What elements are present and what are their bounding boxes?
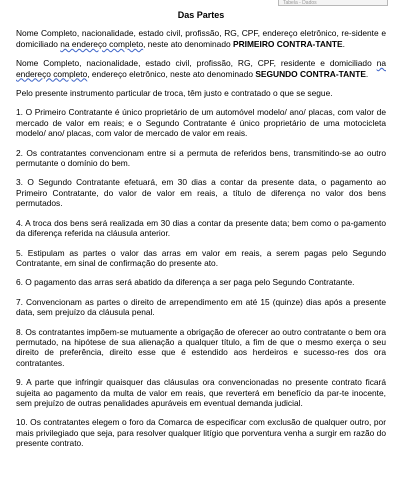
clause-10: 10. Os contratantes elegem o foro da Comarca de especificar com exclusão de qualquer outro, por mais privilegiado que seja, para resolver qualquer litígio que porventura venha a surgir em razão do presente contrato. bbox=[16, 417, 386, 449]
first-party-paragraph bbox=[16, 28, 386, 49]
first-party-role: PRIMEIRO CONTRA-TANTE bbox=[232, 38, 343, 49]
second-party-address-link[interactable]: na endereço completo bbox=[16, 58, 386, 79]
clause-9: 9. A parte que infringir quaisquer das cláusulas ora convencionadas no presente contrato ficará sujeita ao pagamento da multa de valor em reais, que reverterá em benefício da par-te inocente, sem prejuízo de outras penalidades apuráveis em eventual demanda judicial. bbox=[16, 377, 386, 408]
document-body bbox=[16, 10, 386, 458]
clause-1: 1. O Primeiro Contratante é único proprietário de um automóvel modelo/ ano/ placas, com valor de mercado de valor em reais; e o Segundo Contratante é único proprietário de uma motocicleta modelo/ ano/ placas, com valor de mercado de valor em reais. bbox=[16, 107, 386, 139]
second-party-text-end: . bbox=[365, 68, 369, 79]
clause-4: 4. A troca dos bens será realizada em 30 dias a contar da presente data; bem como o pa-gamento da diferença referida na cláusula anterior. bbox=[16, 217, 386, 239]
clause-5: 5. Estipulam as partes o valor das arras em valor em reais, a serem pagas pelo Segundo Contratante, em sinal de confirmação do presente ato. bbox=[16, 247, 386, 268]
clause-6: 6. O pagamento das arras será abatido da diferença a ser paga pelo Segundo Contratante. bbox=[16, 277, 355, 288]
clause-8: 8. Os contratantes impõem-se mutuamente a obrigação de oferecer ao outro contratante o bem ora permutado, na hipótese de sua alienação a qualquer título, a fim de que o mesmo exerça o seu direito de preferência, direito esse que é estendido aos herdeiros e sucesso-res dos ora contratantes. bbox=[16, 326, 386, 368]
header-fragment: Tabela - Dados bbox=[278, 0, 388, 6]
first-party-address-link[interactable]: na endereço completo bbox=[60, 38, 144, 49]
intro-paragraph: Pelo presente instrumento particular de troca, têm justo e contratado o que se segue. bbox=[16, 88, 333, 99]
first-party-text-end: . bbox=[342, 38, 345, 49]
second-party-text: Nome Completo, nacionalidade, estado civil, profissão, RG, CPF, residente e domiciliado bbox=[16, 58, 377, 69]
second-party-role: SEGUNDO CONTRA-TANTE bbox=[255, 68, 366, 79]
clause-3: 3. O Segundo Contratante efetuará, em 30 dias a contar da presente data, o pagamento ao Primeiro Contratante, do valor de valor em reais, a título de diferença no valor dos bens permutados. bbox=[16, 177, 386, 209]
clause-2: 2. Os contratantes convencionam entre si a permuta de referidos bens, transmitindo-se ao outro permutante o domínio do bem. bbox=[16, 147, 386, 169]
first-party-text: Nome Completo, nacionalidade, estado civil, profissão, RG, CPF, endereço eletrônico, re-sidente e domiciliado bbox=[16, 28, 386, 49]
second-party-text-mid: , endereço eletrônico, neste ato denominado bbox=[87, 68, 256, 79]
second-party-paragraph bbox=[16, 58, 386, 79]
first-party-text-mid: , neste ato denominado bbox=[143, 38, 233, 49]
document-title: Das Partes bbox=[177, 10, 225, 20]
clause-7: 7. Convencionam as partes o direito de arrependimento em até 15 (quinze) dias após a presente data, sem prejuízo da cláusula penal. bbox=[16, 296, 386, 318]
